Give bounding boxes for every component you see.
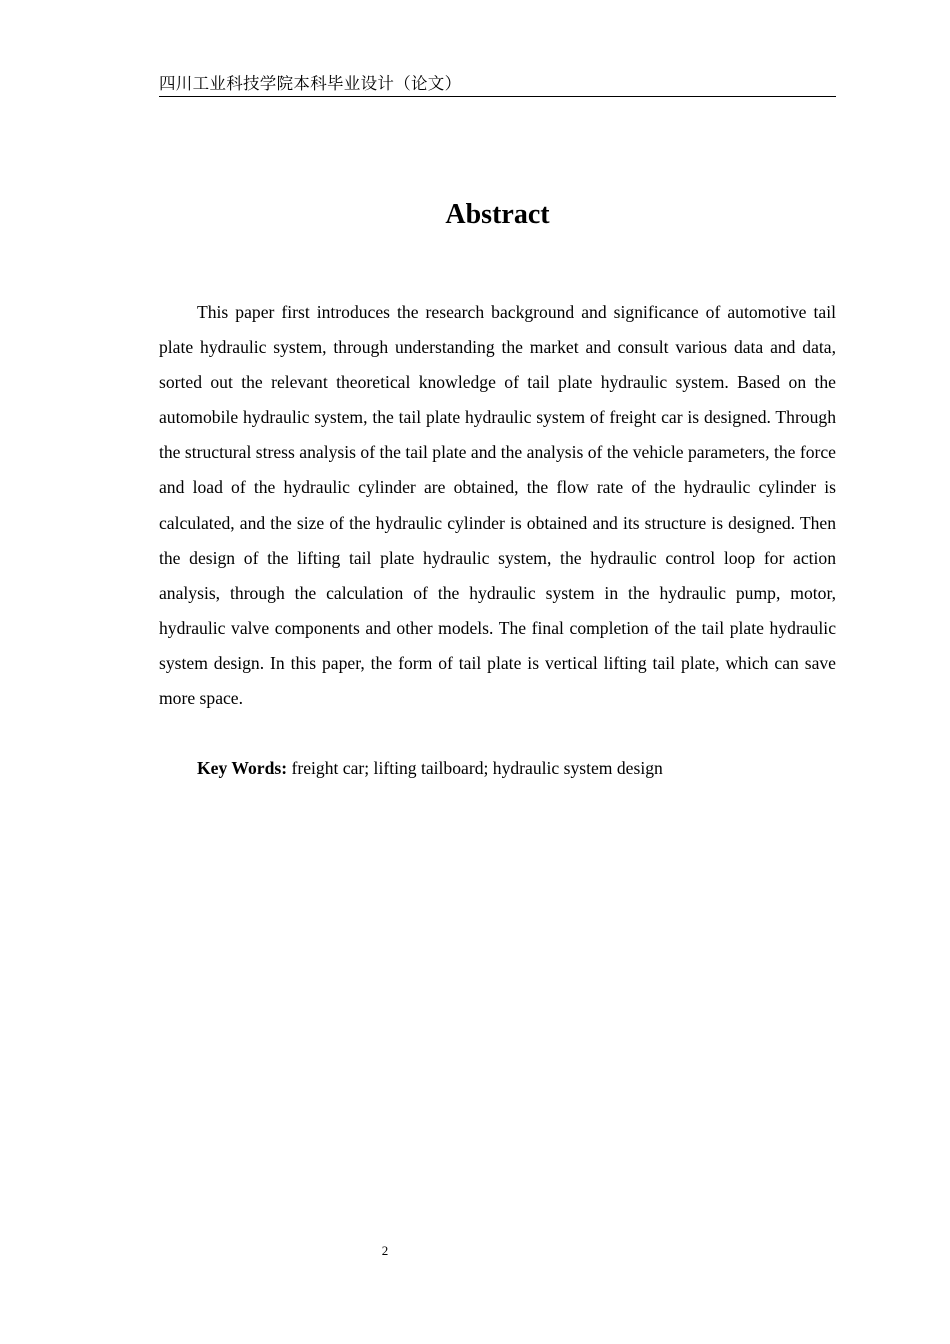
keywords-value: freight car; lifting tailboard; hydraulic system design	[291, 758, 663, 778]
abstract-body: This paper first introduces the research background and significance of automotive tail plate hydraulic system, through understanding the market and consult various data and data, sorted out the relevant theoretical knowledge of tail plate hydraulic system. Based on the automobile hydraulic system, the tail plate hydraulic system of freight car is designed. Through the structural stress analysis of the tail plate and the analysis of the vehicle parameters, the force and load of the hydraulic cylinder are obtained, the flow rate of the hydraulic cylinder is calculated, and the size of the hydraulic cylinder is obtained and its structure is designed. Then the design of the lifting tail plate hydraulic system, the hydraulic control loop for action analysis, through the calculation of the hydraulic system in the hydraulic pump, motor, hydraulic valve components and other models. The final completion of the tail plate hydraulic system design. In this paper, the form of tail plate is vertical lifting tail plate, which can save more space.	[159, 302, 836, 709]
abstract-title: Abstract	[445, 199, 550, 230]
page-header	[159, 73, 836, 97]
keywords-line	[159, 751, 836, 786]
keywords-label: Key Words:	[197, 758, 288, 778]
page-number: 2	[381, 1243, 389, 1258]
header-title: 四川工业科技学院本科毕业设计（论文）	[159, 74, 462, 93]
